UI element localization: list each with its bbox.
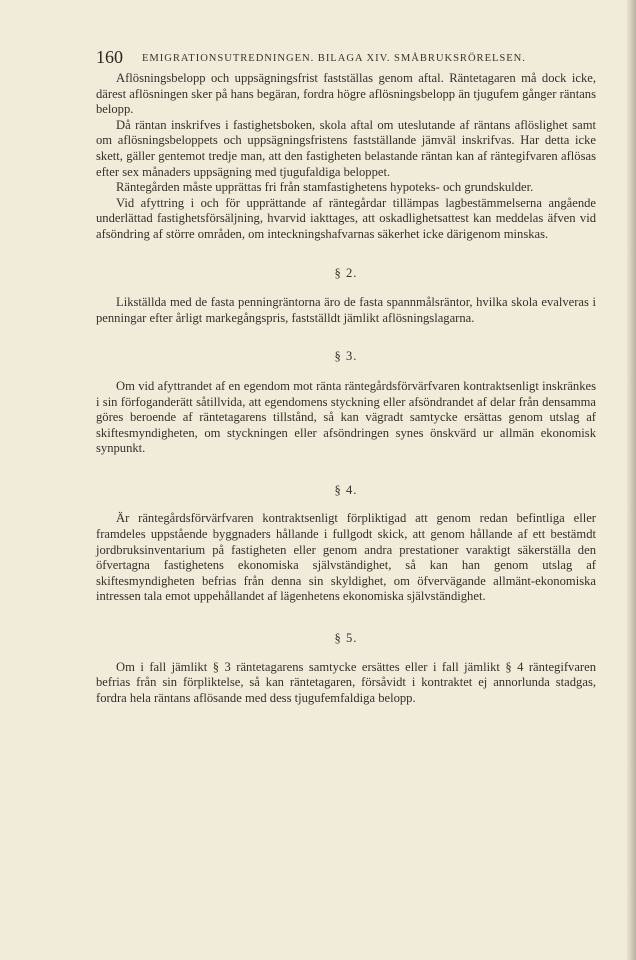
page-body bbox=[96, 71, 596, 706]
section-heading-4: § 4. bbox=[334, 482, 358, 497]
section-heading-5: § 5. bbox=[334, 631, 358, 646]
section-text-3: Om vid afyttrandet af en egendom mot ränta räntegårdsförvärfvaren kontraktsenligt inskränkes i sin förfoganderätt såtillvida, att egendomens styckning eller afsöndrandet af delar från densamma göres beroende af räntetagarens tillstånd, så kan vägradt samtycke ersättas genom utslag af skiftesmyndigheten, om styckningen eller afsöndringen synes önskvärd ur allmän ekonomisk synpunkt. bbox=[96, 378, 596, 456]
paragraph-sale-rules: Vid afyttring i och för upprättande af räntegårdar tillämpas lagbestämmelserna angående underlättad fastighetsförsäljning, hvarvid iakttages, att oskadlighetsattest kan meddelas äfven vid afsöndring af större områden, om inteckningshafvarnas säkerhet icke därigenom minskas. bbox=[96, 195, 596, 241]
page-edge-shadow bbox=[626, 0, 636, 960]
section-text-5: Om i fall jämlikt § 3 räntetagarens samtycke ersättes eller i fall jämlikt § 4 räntegifvaren befrias från sin förpliktelse, så kan räntetagaren, försåvidt i kontraktet ej annorlunda stadgas, fordra hela räntans aflösande med dess tjugufemfaldiga belopp. bbox=[96, 659, 596, 705]
running-head: EMIGRATIONSUTREDNINGEN. BILAGA XIV. SMÅBRUKSRÖRELSEN. bbox=[142, 53, 526, 64]
section-heading-2: § 2. bbox=[334, 265, 358, 280]
page-header bbox=[96, 47, 566, 69]
section-heading-3: § 3. bbox=[334, 349, 358, 364]
paragraph-redemption-amount: Aflösningsbelopp och uppsägningsfrist fastställas genom aftal. Räntetagaren må dock icke, därest aflösningen sker på hans begäran, fordra högre aflösningsbelopp än tjugufem gånger räntans belopp. bbox=[96, 71, 596, 117]
section-text-2: Likställda med de fasta penningräntorna äro de fasta spannmålsräntor, hvilka skola evalveras i penningar efter årligt markegångspris, fastställdt jämlikt aflösningslagarna. bbox=[96, 295, 596, 325]
section-text-4: Är räntegårdsförvärfvaren kontraktsenligt förpliktigad att genom redan befintliga eller framdeles uppstående byggnaders hållande i fullgodt skick, att genom hållande af ett bestämdt jordbruksinventarium på fastigheten eller genom andra prestationer varaktigt säkerställa den öfvertagna fastighetens ekonomiska självständighet, så kan han genom utslag af skiftesmyndigheten befrias från denna sin skyldighet, om öfvervägande allmänt-ekonomiska intressen tala emot uppehållandet af lägenhetens ekonomiska självständighet. bbox=[96, 511, 596, 604]
paragraph-registration: Då räntan inskrifves i fastighetsboken, skola aftal om uteslutande af räntans aflöslighet samt om aflösningsbeloppets och uppsägningsfristens fastställande jämväl inskrifvas. Har detta icke skett, gäller gentemot tredje man, att den fastigheten belastande räntan kan af räntegifvaren aflösas efter sex månaders uppsägning med tjugufaldiga beloppet. bbox=[96, 117, 596, 179]
paragraph-free-of-debt: Räntegården måste upprättas fri från stamfastighetens hypoteks- och grundskulder. bbox=[116, 180, 534, 195]
page-number: 160 bbox=[96, 47, 123, 67]
